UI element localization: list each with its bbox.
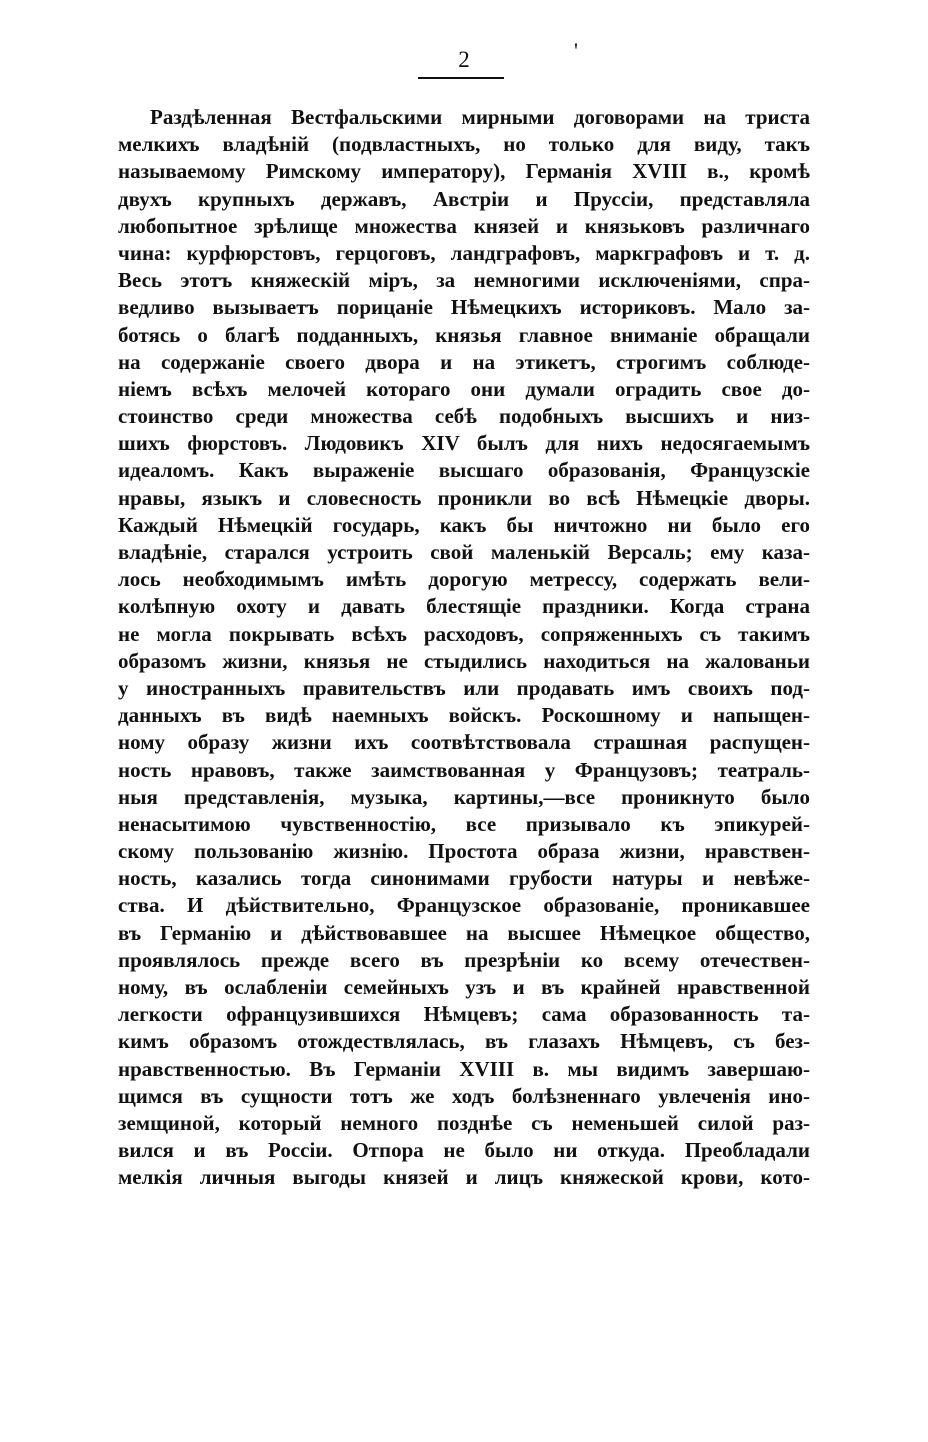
text-line: мелкихъ владѣній (подвластныхъ, но только для виду, такъ	[118, 132, 810, 157]
text-line: идеаломъ. Какъ выраженіе высшаго образованія, Французскіе	[118, 458, 810, 483]
text-line: мелкія личныя выгоды князей и лицъ княжеской крови, кото-	[118, 1165, 810, 1190]
text-line: шихъ фюрстовъ. Людовикъ XIV былъ для нихъ недосягаемымъ	[118, 431, 810, 456]
body-text	[118, 104, 810, 1192]
text-line: образомъ жизни, князья не стыдились находиться на жалованьи	[118, 648, 810, 673]
text-line: колѣпную охоту и давать блестящіе праздники. Когда страна	[118, 594, 810, 619]
text-line: ства. И дѣйствительно, Французское образованіе, проникавшее	[118, 893, 810, 918]
text-line: ныя представленія, музыка, картины,—все проникнуто было	[118, 784, 810, 809]
text-line: ному образу жизни ихъ соотвѣтствовала страшная распущен-	[118, 730, 810, 755]
text-line: проявлялось прежде всего въ презрѣніи ко всему отечествен-	[118, 947, 810, 972]
text-line: ніемъ всѣхъ мелочей котораго они думали оградить свое до-	[118, 376, 810, 401]
text-line: на содержаніе своего двора и на этикетъ, строгимъ соблюде-	[118, 349, 810, 374]
text-line: нравственностью. Въ Германіи XVIII в. мы видимъ завершаю-	[118, 1056, 810, 1081]
text-line: кимъ образомъ отождествлялась, въ глазахъ Нѣмцевъ, съ без-	[118, 1029, 810, 1054]
text-line: двухъ крупныхъ державъ, Австріи и Пруссіи, представляла	[118, 186, 810, 211]
text-line: лось необходимымъ имѣть дорогую метрессу, содержать вели-	[118, 567, 810, 592]
text-line: любопытное зрѣлище множества князей и князьковъ различнаго	[118, 213, 810, 238]
stray-mark: '	[574, 38, 578, 63]
text-line: чина: курфюрстовъ, герцоговъ, ландграфовъ, маркграфовъ и т. д.	[118, 240, 810, 265]
text-line: ность, казались тогда синонимами грубости натуры и невѣже-	[118, 866, 810, 891]
text-line: скому пользованію жизнію. Простота образа жизни, нравствен-	[118, 839, 810, 864]
text-line: ность нравовъ, также заимствованная у Французовъ; театраль-	[118, 757, 810, 782]
text-line: нравы, языкъ и словесность проникли во всѣ Нѣмецкіе дворы.	[118, 485, 810, 510]
text-line: щимся въ сущности тотъ же ходъ болѣзненнаго увлеченія ино-	[118, 1083, 810, 1108]
text-line: въ Германію и дѣйствовавшее на высшее Нѣмецкое общество,	[118, 920, 810, 945]
text-line: ведливо вызываетъ порицаніе Нѣмецкихъ историковъ. Мало за-	[118, 295, 810, 320]
text-line: легкости офранцузившихся Нѣмцевъ; сама образованность та-	[118, 1002, 810, 1027]
text-line: ному, въ ослабленіи семейныхъ узъ и въ крайней нравственной	[118, 975, 810, 999]
header-rule	[418, 77, 504, 79]
text-line: вился и въ Россіи. Отпора не было ни откуда. Преобладали	[118, 1138, 810, 1163]
text-line: ненасытимою чувственностію, все призывало къ эпикурей-	[118, 811, 810, 836]
text-line: земщиной, который немного позднѣе съ неменьшей силой раз-	[118, 1110, 810, 1135]
page-number: 2	[458, 47, 470, 72]
text-line: владѣніе, старался устроить свой маленькій Версаль; ему каза-	[118, 540, 810, 564]
text-line: ботясь о благѣ подданныхъ, князья главное вниманіе обращали	[118, 322, 810, 347]
text-line: у иностранныхъ правительствъ или продавать имъ своихъ под-	[118, 675, 810, 700]
text-line: данныхъ въ видѣ наемныхъ войскъ. Роскошному и напыщен-	[118, 703, 810, 728]
text-line: стоинство среди множества себѣ подобныхъ высшихъ и низ-	[118, 404, 810, 429]
text-line: Каждый Нѣмецкій государь, какъ бы ничтожно ни было его	[118, 512, 810, 537]
text-line: не могла покрывать всѣхъ расходовъ, сопряженныхъ съ такимъ	[118, 621, 810, 646]
text-line: Раздѣленная Вестфальскими мирными договорами на триста	[150, 105, 810, 129]
text-line: Весь этотъ княжескій міръ, за немногими исключеніями, спра-	[118, 268, 810, 293]
text-line: называемому Римскому императору), Германія XVIII в., кромѣ	[118, 159, 810, 184]
